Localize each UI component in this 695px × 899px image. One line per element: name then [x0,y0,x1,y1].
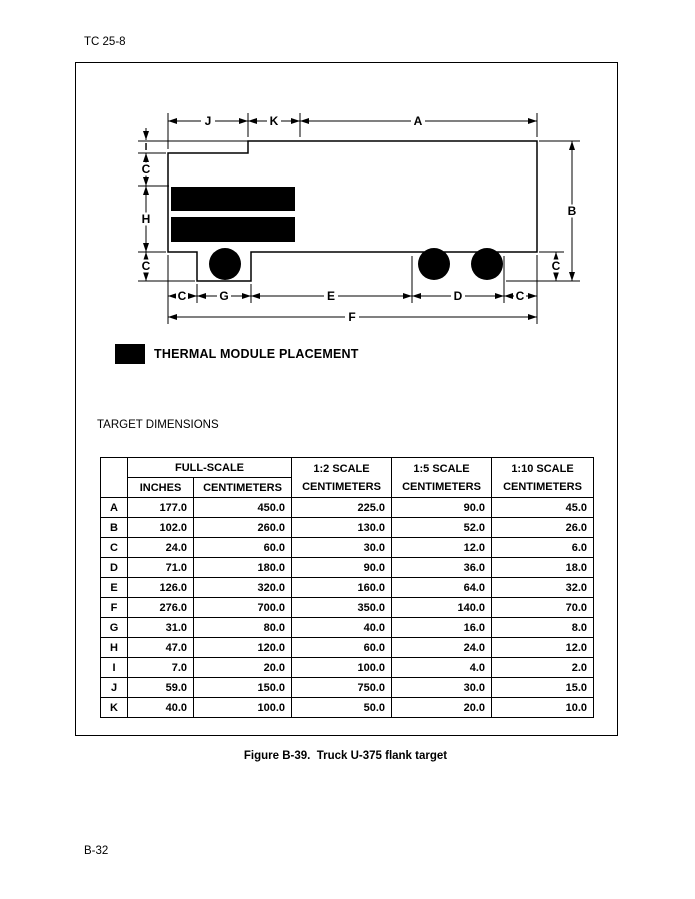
rear-wheel-1 [418,248,450,280]
thermal-module-legend [115,344,359,364]
table-row [101,618,594,638]
value-cell: 130.0 [292,518,392,538]
value-cell: 32.0 [492,578,594,598]
dim-label-h: H [141,212,151,226]
value-cell: 320.0 [194,578,292,598]
thermal-module-bar-2 [171,217,295,242]
value-cell: 7.0 [128,658,194,678]
value-cell: 64.0 [392,578,492,598]
scale-1-2-header [292,458,392,498]
scale-1-5-header [392,458,492,498]
table-row [101,498,594,518]
value-cell: 50.0 [292,698,392,718]
value-cell: 126.0 [128,578,194,598]
centimeters-header: CENTIMETERS [194,478,292,498]
value-cell: 12.0 [492,638,594,658]
corner-cell [101,458,128,498]
scale-1-10-unit: CENTIMETERS [503,480,582,493]
full-scale-header: FULL-SCALE [128,458,292,478]
value-cell: 700.0 [194,598,292,618]
value-cell: 60.0 [292,638,392,658]
value-cell: 12.0 [392,538,492,558]
dim-letter: J [101,678,128,698]
value-cell: 90.0 [292,558,392,578]
dim-label-c-right: C [551,259,561,273]
value-cell: 180.0 [194,558,292,578]
value-cell: 40.0 [128,698,194,718]
value-cell: 20.0 [392,698,492,718]
dim-label-e: E [326,289,336,303]
rear-wheel-2 [471,248,503,280]
value-cell: 350.0 [292,598,392,618]
table-row [101,598,594,618]
scale-1-10-header [492,458,594,498]
table-row [101,578,594,598]
value-cell: 45.0 [492,498,594,518]
dim-letter: H [101,638,128,658]
value-cell: 26.0 [492,518,594,538]
dim-label-c-upper-left: C [141,162,151,176]
value-cell: 40.0 [292,618,392,638]
value-cell: 4.0 [392,658,492,678]
table-row [101,558,594,578]
dim-letter: C [101,538,128,558]
dim-label-j: J [204,114,212,128]
table-header-row-1 [101,458,594,478]
dim-letter: D [101,558,128,578]
value-cell: 24.0 [128,538,194,558]
value-cell: 2.0 [492,658,594,678]
value-cell: 8.0 [492,618,594,638]
value-cell: 52.0 [392,518,492,538]
value-cell: 276.0 [128,598,194,618]
value-cell: 15.0 [492,678,594,698]
dim-letter: E [101,578,128,598]
dim-letter: G [101,618,128,638]
dim-label-f: F [348,310,356,324]
inches-header: INCHES [128,478,194,498]
dim-label-c-bottom-2: C [515,289,525,303]
value-cell: 225.0 [292,498,392,518]
value-cell: 60.0 [194,538,292,558]
value-cell: 31.0 [128,618,194,638]
value-cell: 90.0 [392,498,492,518]
table-row [101,538,594,558]
value-cell: 70.0 [492,598,594,618]
document-number: TC 25-8 [84,36,126,48]
thermal-module-bar-1 [171,187,295,211]
value-cell: 16.0 [392,618,492,638]
figure-caption: Figure B-39. Truck U-375 flank target [243,750,448,762]
value-cell: 20.0 [194,658,292,678]
dim-label-c-bottom-1: C [177,289,187,303]
front-wheel [209,248,241,280]
value-cell: 177.0 [128,498,194,518]
value-cell: 10.0 [492,698,594,718]
target-dimensions-table [100,457,594,718]
value-cell: 6.0 [492,538,594,558]
value-cell: 750.0 [292,678,392,698]
dim-label-b: B [567,204,577,218]
value-cell: 80.0 [194,618,292,638]
value-cell: 450.0 [194,498,292,518]
thermal-module-legend-label: THERMAL MODULE PLACEMENT [154,347,359,361]
value-cell: 100.0 [194,698,292,718]
value-cell: 120.0 [194,638,292,658]
value-cell: 18.0 [492,558,594,578]
page-number: B-32 [84,845,109,857]
table-row [101,658,594,678]
value-cell: 150.0 [194,678,292,698]
dim-letter: B [101,518,128,538]
table-row [101,638,594,658]
scale-1-2-unit: CENTIMETERS [302,480,381,493]
dim-label-i: I [144,142,148,153]
dim-label-c-lower-left: C [141,259,151,273]
value-cell: 47.0 [128,638,194,658]
scale-1-5-title: 1:5 SCALE [413,462,470,475]
value-cell: 71.0 [128,558,194,578]
value-cell: 30.0 [292,538,392,558]
value-cell: 160.0 [292,578,392,598]
dim-label-g: G [219,289,229,303]
scale-1-10-title: 1:10 SCALE [511,462,574,475]
value-cell: 140.0 [392,598,492,618]
value-cell: 36.0 [392,558,492,578]
table-row [101,518,594,538]
thermal-module-swatch [115,344,145,364]
scale-1-2-title: 1:2 SCALE [313,462,370,475]
dim-label-k: K [269,114,279,128]
dim-letter: K [101,698,128,718]
dim-label-d: D [453,289,463,303]
value-cell: 24.0 [392,638,492,658]
value-cell: 260.0 [194,518,292,538]
value-cell: 102.0 [128,518,194,538]
dim-label-a: A [413,114,423,128]
dim-letter: A [101,498,128,518]
value-cell: 30.0 [392,678,492,698]
table-row [101,698,594,718]
table-row [101,678,594,698]
scale-1-5-unit: CENTIMETERS [402,480,481,493]
dim-letter: I [101,658,128,678]
value-cell: 100.0 [292,658,392,678]
target-dimensions-title: TARGET DIMENSIONS [97,419,219,431]
dim-letter: F [101,598,128,618]
value-cell: 59.0 [128,678,194,698]
